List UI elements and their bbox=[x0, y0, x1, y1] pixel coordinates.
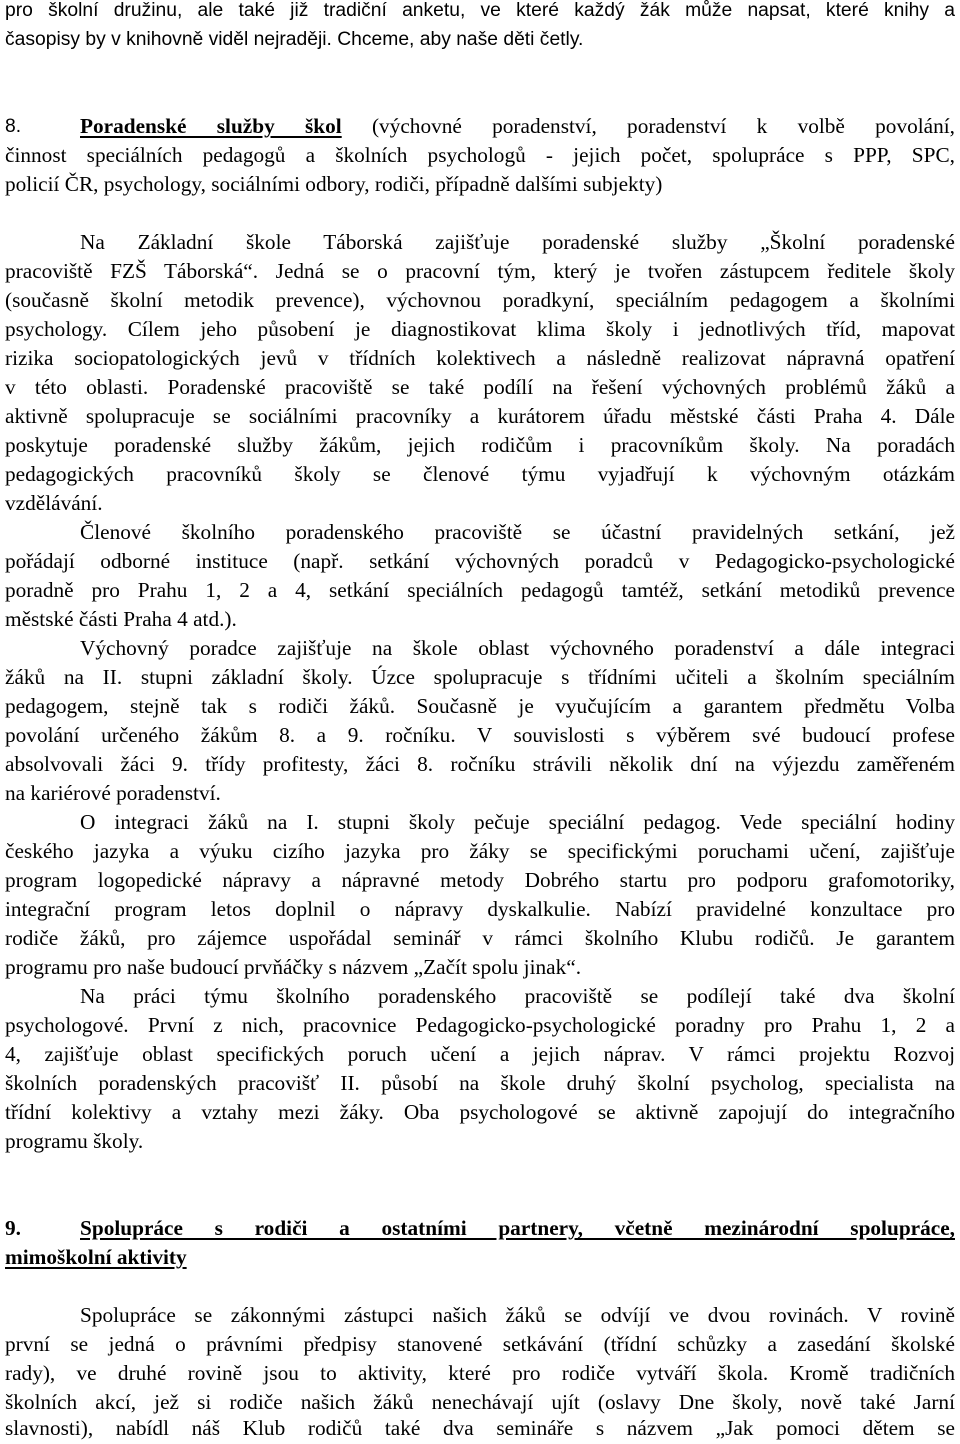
paragraph-line: třídní kolektivy a vztahy mezi žáky. Oba psychologové se aktivně zapojují do integračního bbox=[5, 1100, 955, 1124]
section-8-heading-line bbox=[80, 112, 955, 141]
paragraph-line: psychology. Cílem jeho působení je diagnostikovat klima školy i jednotlivých tříd, mapovat bbox=[5, 317, 955, 341]
paragraph-line: integrační program letos doplnil o nápravy dyskalkulie. Nabízí pravidelné konzultace pro bbox=[5, 897, 955, 921]
section-8-heading-tail: (výchovné poradenství, poradenství k volbě povolání, bbox=[341, 114, 955, 138]
paragraph-line: Spolupráce se zákonnými zástupci našich žáků se odvíjí ve dvou rovinách. V rovině bbox=[80, 1303, 955, 1327]
paragraph-line: školních poradenských pracovišť II. působí na škole druhý školní psycholog, specialista na bbox=[5, 1071, 955, 1095]
paragraph-line: programu pro naše budoucí prvňáčky s názvem „Začít spolu jinak“. bbox=[5, 955, 582, 979]
paragraph-line: 4, zajišťuje oblast specifických poruch učení a jejich náprav. V rámci projektu Rozvoj bbox=[5, 1042, 955, 1066]
paragraph-line: poradně pro Prahu 1, 2 a 4, setkání speciálních pedagogů tamtéž, setkání metodiků prevence bbox=[5, 578, 955, 602]
paragraph-line: městské části Praha 4 atd.). bbox=[5, 607, 237, 631]
paragraph-line: pedagogem, stejně tak s rodiči žáků. Současně je vyučujícím a garantem předmětu Volba bbox=[5, 694, 955, 718]
paragraph-line: psychologové. První z nich, pracovnice Pedagogicko-psychologické poradny pro Prahu 1, 2 a bbox=[5, 1013, 955, 1037]
section-8-title: Poradenské služby škol bbox=[80, 114, 342, 138]
paragraph-line: povolání určeného žákům 8. a 9. ročníku. V souvislosti s výběrem své budoucí profese bbox=[5, 723, 955, 747]
paragraph-line: žáků na II. stupni základní školy. Úzce spolupracuje s třídními učiteli a školním speciálním bbox=[5, 665, 955, 689]
section-9-title-line: Spolupráce s rodiči a ostatními partnery, včetně mezinárodní spolupráce, bbox=[80, 1216, 955, 1240]
paragraph-line: Výchovný poradce zajišťuje na škole oblast výchovného poradenství a dále integraci bbox=[80, 636, 955, 660]
paragraph-line: O integraci žáků na I. stupni školy pečuje speciální pedagog. Vede speciální hodiny bbox=[80, 810, 955, 834]
paragraph-line: první se jedná o právními předpisy stanovené setkávání (třídní schůzky a zasedání školské bbox=[5, 1332, 955, 1356]
paragraph-line: českého jazyka a výuku cizího jazyka pro žáky se specifickými poruchami učení, zajišťuje bbox=[5, 839, 955, 863]
paragraph-line: rizika sociopatologických jevů v třídních kolektivech a následně realizovat nápravná opatření bbox=[5, 346, 955, 370]
paragraph-line: pedagogických pracovníků školy se členové týmu vyjadřují k výchovným otázkám bbox=[5, 462, 955, 486]
section-8-heading-line: činnost speciálních pedagogů a školních psychologů - jejich počet, spolupráce s PPP, SPC, bbox=[5, 143, 955, 167]
paragraph-line: Na Základní škole Táborská zajišťuje poradenské služby „Školní poradenské bbox=[80, 230, 955, 254]
paragraph-line: Na práci týmu školního poradenského pracoviště se podílejí také dva školní bbox=[80, 984, 955, 1008]
paragraph-line: rodiče žáků, pro zájemce uspořádal seminář v rámci školního Klubu rodičů. Je garantem bbox=[5, 926, 955, 950]
paragraph-line: program logopedické nápravy a nápravné metody Dobrého startu pro podporu grafomotoriky, bbox=[5, 868, 955, 892]
paragraph-line: poskytuje poradenské služby žákům, jejich rodičům i pracovníkům školy. Na poradách bbox=[5, 433, 955, 457]
paragraph-line: pracoviště FZŠ Táborská“. Jedná se o pracovní tým, který je tvořen zástupcem ředitele školy bbox=[5, 259, 955, 283]
paragraph-line: (současně školní metodik prevence), výchovnou poradkyní, speciálním pedagogem a školními bbox=[5, 288, 955, 312]
paragraph-line: vzdělávání. bbox=[5, 491, 103, 515]
paragraph-line: školních akcí, jež si rodiče našich žáků nenechávají ujít (oslavy Dne školy, nově také Jarní bbox=[5, 1390, 955, 1414]
intro-line: časopisy by v knihovně viděl nejraději. Chceme, aby naše děti četly. bbox=[5, 29, 584, 50]
paragraph-line: programu školy. bbox=[5, 1129, 144, 1153]
section-8-number: 8. bbox=[5, 116, 22, 137]
section-9-title-line: mimoškolní aktivity bbox=[5, 1245, 187, 1269]
paragraph-line: Členové školního poradenského pracoviště se účastní pravidelných setkání, jež bbox=[80, 520, 955, 544]
paragraph-line: rady), ve druhé rovině jsou to aktivity, které pro rodiče vytváří škola. Kromě tradičních bbox=[5, 1361, 955, 1385]
paragraph-line: absolvovali žáci 9. třídy profitesty, žáci 8. ročníku strávili několik dní na výjezdu zaměřeném bbox=[5, 752, 955, 776]
intro-line: pro školní družinu, ale také již tradiční anketu, ve které každý žák může napsat, které knihy a bbox=[5, 0, 955, 21]
paragraph-line: v této oblasti. Poradenské pracoviště se také podílí na řešení výchovných problémů žáků a bbox=[5, 375, 955, 399]
section-8-heading-line: policií ČR, psychology, sociálními odbory, rodiči, případně dalšími subjekty) bbox=[5, 172, 663, 196]
paragraph-line: slavnosti), nabídl náš Klub rodičů také dva semináře s názvem „Jak pomoci dětem se bbox=[5, 1416, 955, 1440]
paragraph-line: na kariérové poradenství. bbox=[5, 781, 221, 805]
section-9-number: 9. bbox=[5, 1216, 21, 1240]
paragraph-line: aktivně spolupracuje se sociálními pracovníky a kurátorem úřadu městské části Praha 4. Dále bbox=[5, 404, 955, 428]
paragraph-line: pořádají odborné instituce (např. setkání výchovných poradců v Pedagogicko-psychologické bbox=[5, 549, 955, 573]
